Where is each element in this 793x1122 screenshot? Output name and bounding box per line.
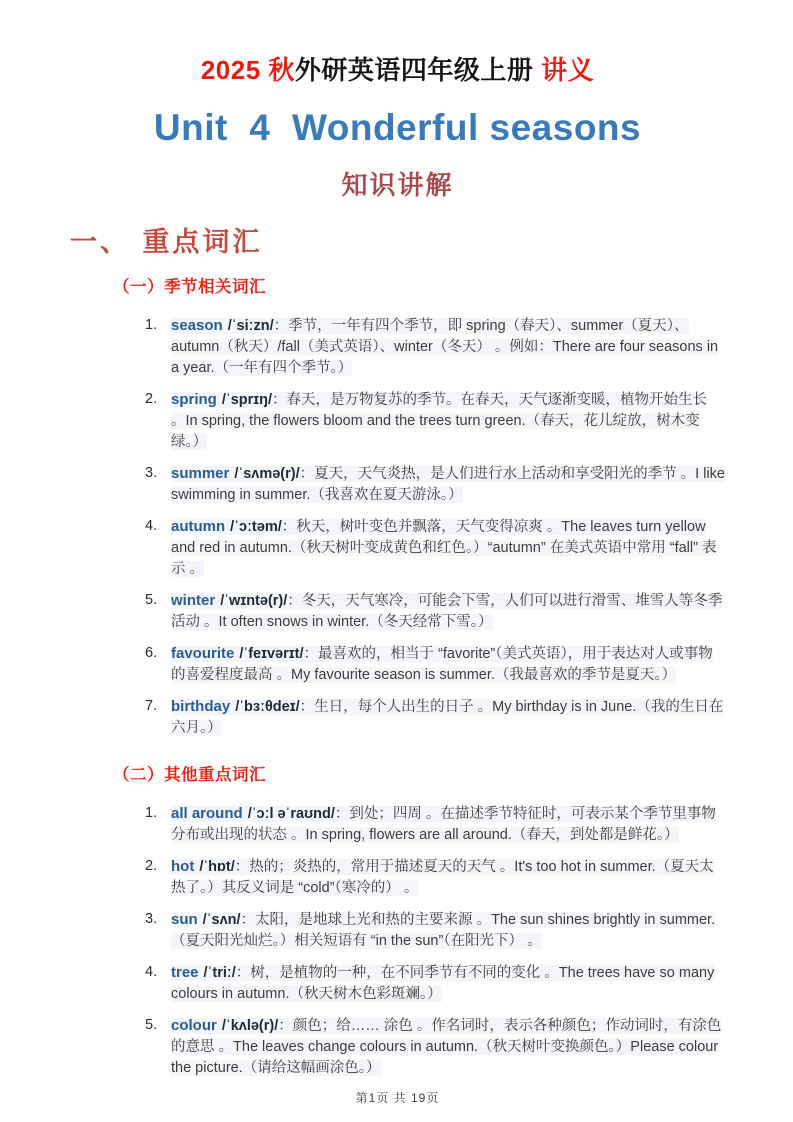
- vocab-list: [145, 315, 725, 739]
- vocab-desc: ：太阳，是地球上光和热的主要来源 。The sun shines brightly in summer.（夏天阳光灿烂。）相关短语有 “in the sun”（在阳光下） 。: [171, 912, 716, 949]
- vocab-phonetic: /ˈsiːzn/: [227, 318, 274, 334]
- vocab-desc: ：热的；炎热的，常用于描述夏天的天气 。It's too hot in summer.（夏天太热了。）其反义词是 “cold”（寒冷的） 。: [171, 859, 714, 896]
- vocab-desc: ：冬天，天气寒冷，可能会下雪，人们可以进行滑雪、堆雪人等冬季活动 。It often snows in winter.（冬天经常下雪。）: [171, 593, 723, 630]
- vocab-desc: ：春天，是万物复苏的季节。在春天，天气逐渐变暖，植物开始生长 。In spring, the flowers bloom and the trees turn green.（春天，花儿绽放，树木变绿。）: [171, 392, 708, 450]
- vocab-phonetic: /ˈfeɪvərɪt/: [239, 646, 304, 662]
- unit-title: Unit 4 Wonderful seasons: [153, 107, 642, 148]
- vocab-desc: ：颜色；给…… 涂色 。作名词时，表示各种颜色；作动词时，有涂色的意思 。The leaves change colours in autumn.（秋天树叶变换颜色。）Please colour the picture.（请给这幅画涂色。）: [171, 1018, 722, 1076]
- vocab-desc: ：到处；四周 。在描述季节特征时，可表示某个季节里事物分布或出现的状态 。In spring, flowers are all around.（春天，到处都是鲜花。）: [171, 806, 716, 843]
- vocab-word: season: [171, 317, 223, 334]
- vocab-phonetic: /ˈwɪntə(r)/: [220, 593, 288, 609]
- vocab-item: [145, 856, 725, 899]
- vocab-subsections: [70, 273, 725, 1089]
- vocab-phonetic: /ˈsʌn/: [202, 912, 241, 928]
- doc-title-year: 2025 秋: [200, 55, 295, 85]
- doc-title-book: 外研英语四年级上册: [294, 55, 534, 85]
- vocab-item: [145, 516, 725, 580]
- vocab-item: [145, 909, 725, 952]
- knowledge-subtitle: 知识讲解: [341, 171, 454, 200]
- vocab-item: [145, 463, 725, 506]
- page-number: 第1页 共 19页: [355, 1091, 440, 1105]
- vocab-subsection: [113, 761, 725, 1079]
- vocab-list: [145, 803, 725, 1079]
- vocab-subsection: [113, 273, 725, 739]
- vocab-word: favourite: [171, 645, 235, 662]
- vocab-phonetic: /ˈsʌmə(r)/: [234, 466, 300, 482]
- subsection-title: （二）其他重点词汇: [113, 766, 266, 784]
- vocab-word: birthday: [171, 698, 231, 715]
- subsection-title: （一）季节相关词汇: [113, 278, 266, 296]
- vocab-desc: ：生日，每个人出生的日子 。My birthday is in June.（我的生日在六月。）: [171, 699, 724, 736]
- vocab-item: [145, 1015, 725, 1079]
- vocab-phonetic: /ˈhɒt/: [199, 859, 235, 875]
- vocab-word: hot: [171, 858, 195, 875]
- vocab-word: sun: [171, 911, 198, 928]
- vocab-item: [145, 315, 725, 379]
- vocab-item: [145, 590, 725, 633]
- doc-title: [70, 50, 725, 87]
- vocab-item: [145, 696, 725, 739]
- vocab-item: [145, 643, 725, 686]
- doc-title-suffix: 讲义: [533, 55, 595, 85]
- vocab-desc: ：季节，一年有四个季节，即 spring（春天）、summer（夏天）、autumn（秋天）/fall（美式英语）、winter（冬天） 。例如：There are four seasons in a year.（一年有四个季节。）: [171, 318, 719, 376]
- vocab-phonetic: /ˈɔːl əˈraʊnd/: [247, 806, 335, 822]
- vocab-word: spring: [171, 391, 217, 408]
- vocab-word: all around: [171, 805, 243, 822]
- vocab-phonetic: /ˈɔːtəm/: [230, 519, 282, 535]
- vocab-word: autumn: [171, 518, 226, 535]
- vocab-phonetic: /ˈtriː/: [203, 965, 236, 981]
- section-title-key-vocab: 一、 重点词汇: [70, 227, 263, 258]
- vocab-desc: ：夏天，天气炎热，是人们进行水上活动和享受阳光的季节 。I like swimming in summer.（我喜欢在夏天游泳。）: [171, 466, 725, 503]
- vocab-desc: ：秋天，树叶变色并飘落，天气变得凉爽 。The leaves turn yellow and red in autumn.（秋天树叶变成黄色和红色。）“autumn” 在美式英语中常用 “fall” 表示 。: [171, 519, 717, 577]
- vocab-word: summer: [171, 465, 230, 482]
- vocab-item: [145, 962, 725, 1005]
- vocab-phonetic: /ˈsprɪŋ/: [221, 392, 273, 408]
- vocab-desc: ：树，是植物的一种，在不同季节有不同的变化 。The trees have so many colours in autumn.（秋天树木色彩斑斓。）: [171, 965, 715, 1002]
- vocab-phonetic: /ˈbɜːθdeɪ/: [235, 699, 300, 715]
- vocab-item: [145, 803, 725, 846]
- vocab-word: tree: [171, 964, 199, 981]
- vocab-phonetic: /ˈkʌlə(r)/: [221, 1018, 279, 1034]
- vocab-word: winter: [171, 592, 216, 609]
- vocab-desc: ：最喜欢的，相当于 “favorite”（美式英语），用于表达对人或事物的喜爱程度最高 。My favourite season is summer.（我最喜欢的季节是夏天。）: [171, 646, 713, 683]
- vocab-item: [145, 389, 725, 453]
- vocab-word: colour: [171, 1017, 217, 1034]
